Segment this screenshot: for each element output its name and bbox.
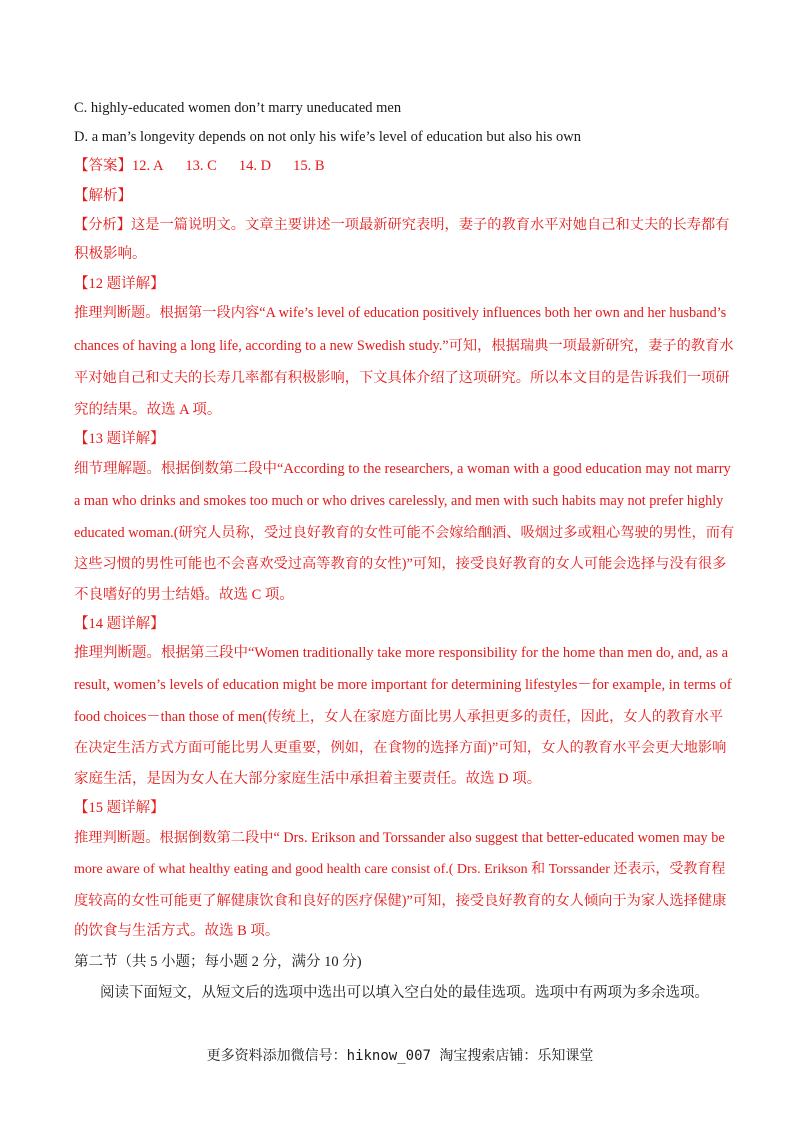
q12-line: 平对她自己和丈夫的长寿几率都有积极影响，下文具体介绍了这项研究。所以本文目的是告诉我们一项研 [74,370,730,386]
q14-line: result, women’s levels of education might be more important for determining lifestyles－for example, in terms of [74,677,732,693]
q15-line: 推理判断题。根据倒数第二段中“ Drs. Erikson and Torssander also suggest that better-educated women may be [74,830,725,846]
q12-heading: 【12 题详解】 [74,276,165,292]
answer-item: 13. C [185,158,217,174]
q13-line: a man who drinks and smokes too much or who drives carelessly, and men with such habits may not prefer highly [74,493,724,509]
q13-line: 这些习惯的男性可能也不会喜欢受过高等教育的女性)”可知，接受良好教育的女人可能会选择与没有很多 [74,556,727,572]
q13-line: 细节理解题。根据倒数第二段中“According to the researchers, a woman with a good education may not marry [74,461,731,477]
q13-line: 不良嗜好的男士结婚。故选 C 项。 [74,587,294,603]
section-title: 第二节（共 5 小题；每小题 2 分，满分 10 分) [74,954,362,970]
summary-line: 积极影响。 [74,246,147,262]
page-footer: 更多资料添加微信号：hiknow_007 淘宝搜索店铺：乐知课堂 [206,1048,594,1064]
q15-line: 度较高的女性可能更了解健康饮食和良好的医疗保健)”可知，接受良好教育的女人倾向于为家人选择健康 [74,893,727,909]
answer-item: 14. D [238,158,272,174]
q14-heading: 【14 题详解】 [74,616,165,632]
summary-line: 【分析】这是一篇说明文。文章主要讲述一项最新研究表明，妻子的教育水平对她自己和丈夫的长寿都有 [74,217,730,233]
q12-line: 推理判断题。根据第一段内容“A wife’s level of education positively influences both her own and her husband’s [74,305,727,321]
option-d: D. a man’s longevity depends on not only his wife’s level of education but also his own [74,129,582,145]
section-instruction: 阅读下面短文，从短文后的选项中选出可以填入空白处的最佳选项。选项中有两项为多余选项。 [100,985,709,1001]
q13-heading: 【13 题详解】 [74,431,165,447]
q15-line: 的饮食与生活方式。故选 B 项。 [74,923,280,939]
q12-line: chances of having a long life, according to a new Swedish study.”可知，根据瑞典一项最新研究，妻子的教育水 [74,338,734,354]
q15-heading: 【15 题详解】 [74,800,165,816]
q13-line: educated woman.(研究人员称，受过良好教育的女性可能不会嫁给酗酒、吸烟过多或粗心驾驶的男性，而有 [74,525,735,541]
analysis-heading: 【解析】 [74,188,132,204]
q15-line: more aware of what healthy eating and good health care consist of.( Drs. Erikson 和 Torssander 还表示，受教育程 [74,862,726,877]
q14-line: 家庭生活，是因为女人在大部分家庭生活中承担着主要责任。故选 D 项。 [74,771,542,787]
answer-label: 【答案】 [74,158,132,174]
q14-line: 推理判断题。根据第三段中“Women traditionally take more responsibility for the home than men do, and, as a [74,645,729,661]
q14-line: 在决定生活方式方面可能比男人更重要，例如，在食物的选择方面)”可知，女人的教育水平会更大地影响 [74,740,727,756]
answer-item: 15. B [293,158,325,174]
answer-line [74,156,734,176]
answer-item: 12. A [132,158,164,174]
q14-line: food choices－than those of men(传统上，女人在家庭方面比男人承担更多的责任，因此，女人的教育水平 [74,709,724,725]
q12-line: 究的结果。故选 A 项。 [74,402,222,418]
option-c: C. highly-educated women don’t marry uneducated men [74,100,402,116]
